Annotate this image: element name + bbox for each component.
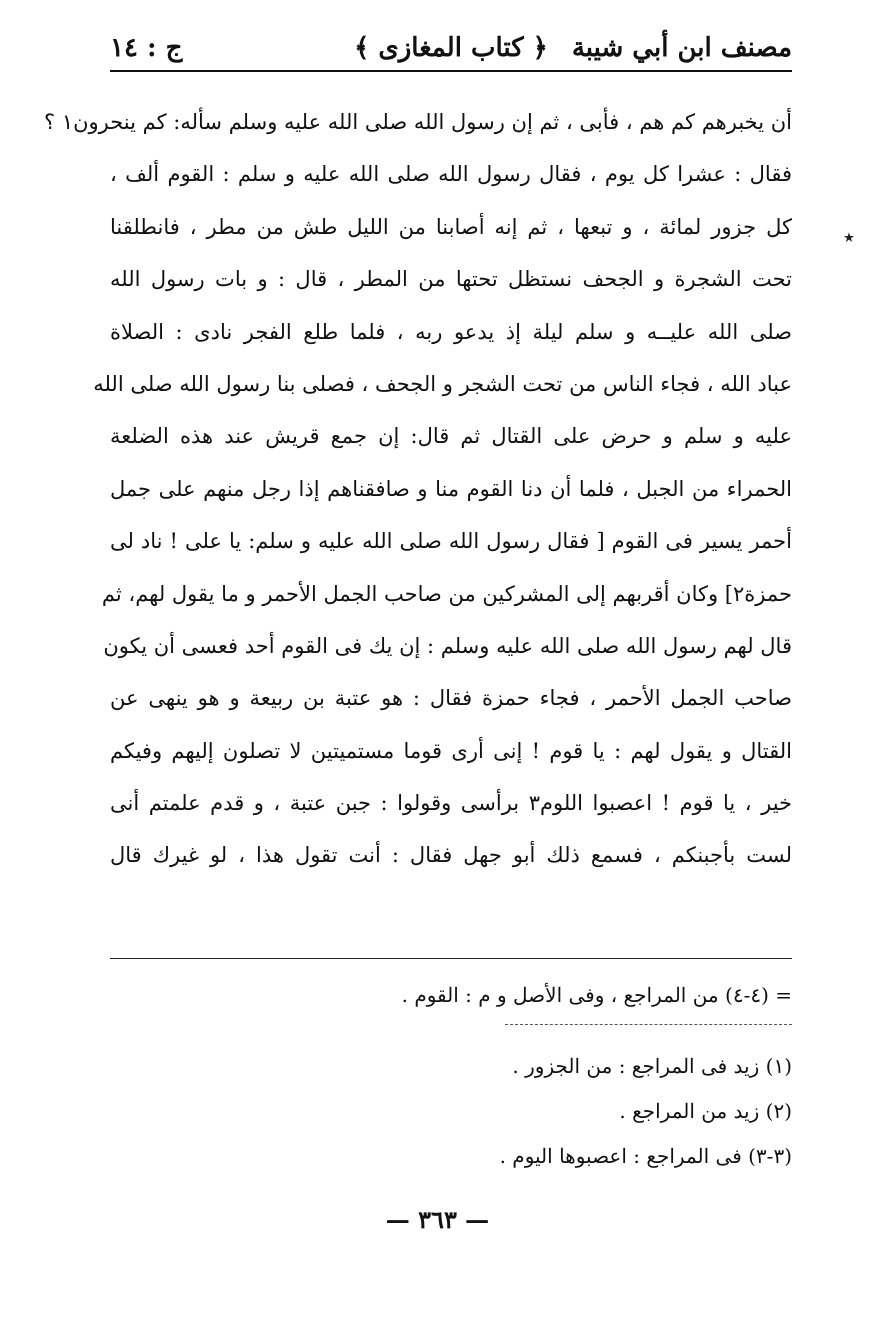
text-line: أحمر يسير فى القوم [ فقال رسول الله صلى الله عليه و سلم: يا على ! ناد لى — [110, 529, 792, 554]
text-line: صاحب الجمل الأحمر ، فجاء حمزة فقال : هو عتبة بن ربيعة و هو ينهى عن — [110, 686, 792, 711]
text-line: قال لهم رسول الله صلى الله عليه وسلم : إن يك فى القوم أحد فعسى أن يكون — [103, 633, 792, 658]
footnotes — [110, 1044, 792, 1179]
page-header — [110, 22, 792, 72]
header-divider — [110, 70, 792, 72]
page-number: — ٣٦٣ — — [385, 1205, 490, 1234]
text-line: خير ، يا قوم ! اعصبوا اللوم٣ برأسى وقولوا : جبن عتبة ، و قدم علمتم أنى — [110, 791, 793, 816]
volume-number: ج : ١٤ — [110, 33, 183, 63]
text-line: عباد الله ، فجاء الناس من تحت الشجر و الجحف ، فصلى بنا رسول الله صلى الله — [93, 371, 792, 396]
text-line: تحت الشجرة و الجحف نستظل تحتها من المطر ، قال : و بات رسول الله — [110, 267, 792, 292]
footnote-divider — [110, 958, 792, 959]
book-title: مصنف ابن أبي شيبة — [571, 33, 792, 63]
text-line: حمزة٢] وكان أقربهم إلى المشركين من صاحب الجمل الأحمر و ما يقول لهم، ثم — [101, 581, 792, 606]
text-line: الحمراء من الجبل ، فلما أن دنا القوم منا و صافقناهم إذا رجل منهم على جمل — [110, 476, 792, 501]
footnote: (٢) زيد من المراجع . — [619, 1099, 792, 1123]
text-line: صلى الله عليــه و سلم ليلة إذ يدعو ربه ، فلما طلع الفجر نادى : الصلاة — [110, 319, 792, 344]
text-line: لست بأجبنكم ، فسمع ذلك أبو جهل فقال : أنت تقول هذا ، لو غيرك قال — [110, 843, 792, 868]
text-line: القتال و يقول لهم : يا قوم ! إنى أرى قوما مستميتين لا تصلون إليهم وفيكم — [110, 738, 792, 763]
text-line: فقال : عشرا كل يوم ، فقال رسول الله صلى الله عليه و سلم : القوم ألف ، — [110, 162, 792, 187]
footnote: (٣-٣) فى المراجع : اعصبوها اليوم . — [499, 1144, 792, 1168]
margin-mark: ٭ — [843, 225, 855, 250]
text-line: أن يخبرهم كم هم ، فأبى ، ثم إن رسول الله صلى الله عليه وسلم سأله: كم ينحرون١ ؟ — [43, 110, 792, 134]
footnote-continuation: = (٤-٤) من المراجع ، وفى الأصل و م : القوم . — [401, 983, 792, 1007]
footnote-dotted-divider — [505, 1024, 792, 1025]
chapter-title: ﴿ كتاب المغازى ﴾ — [354, 33, 548, 63]
text-line: كل جزور لمائة ، و تبعها ، ثم إنه أصابنا من الليل طش من مطر ، فانطلقنا — [110, 214, 792, 239]
text-line: عليه و سلم و حرض على القتال ثم قال: إن جمع قريش عند هذه الضلعة — [110, 424, 792, 449]
footnote: (١) زيد فى المراجع : من الجزور . — [512, 1054, 792, 1078]
main-text — [43, 96, 793, 882]
